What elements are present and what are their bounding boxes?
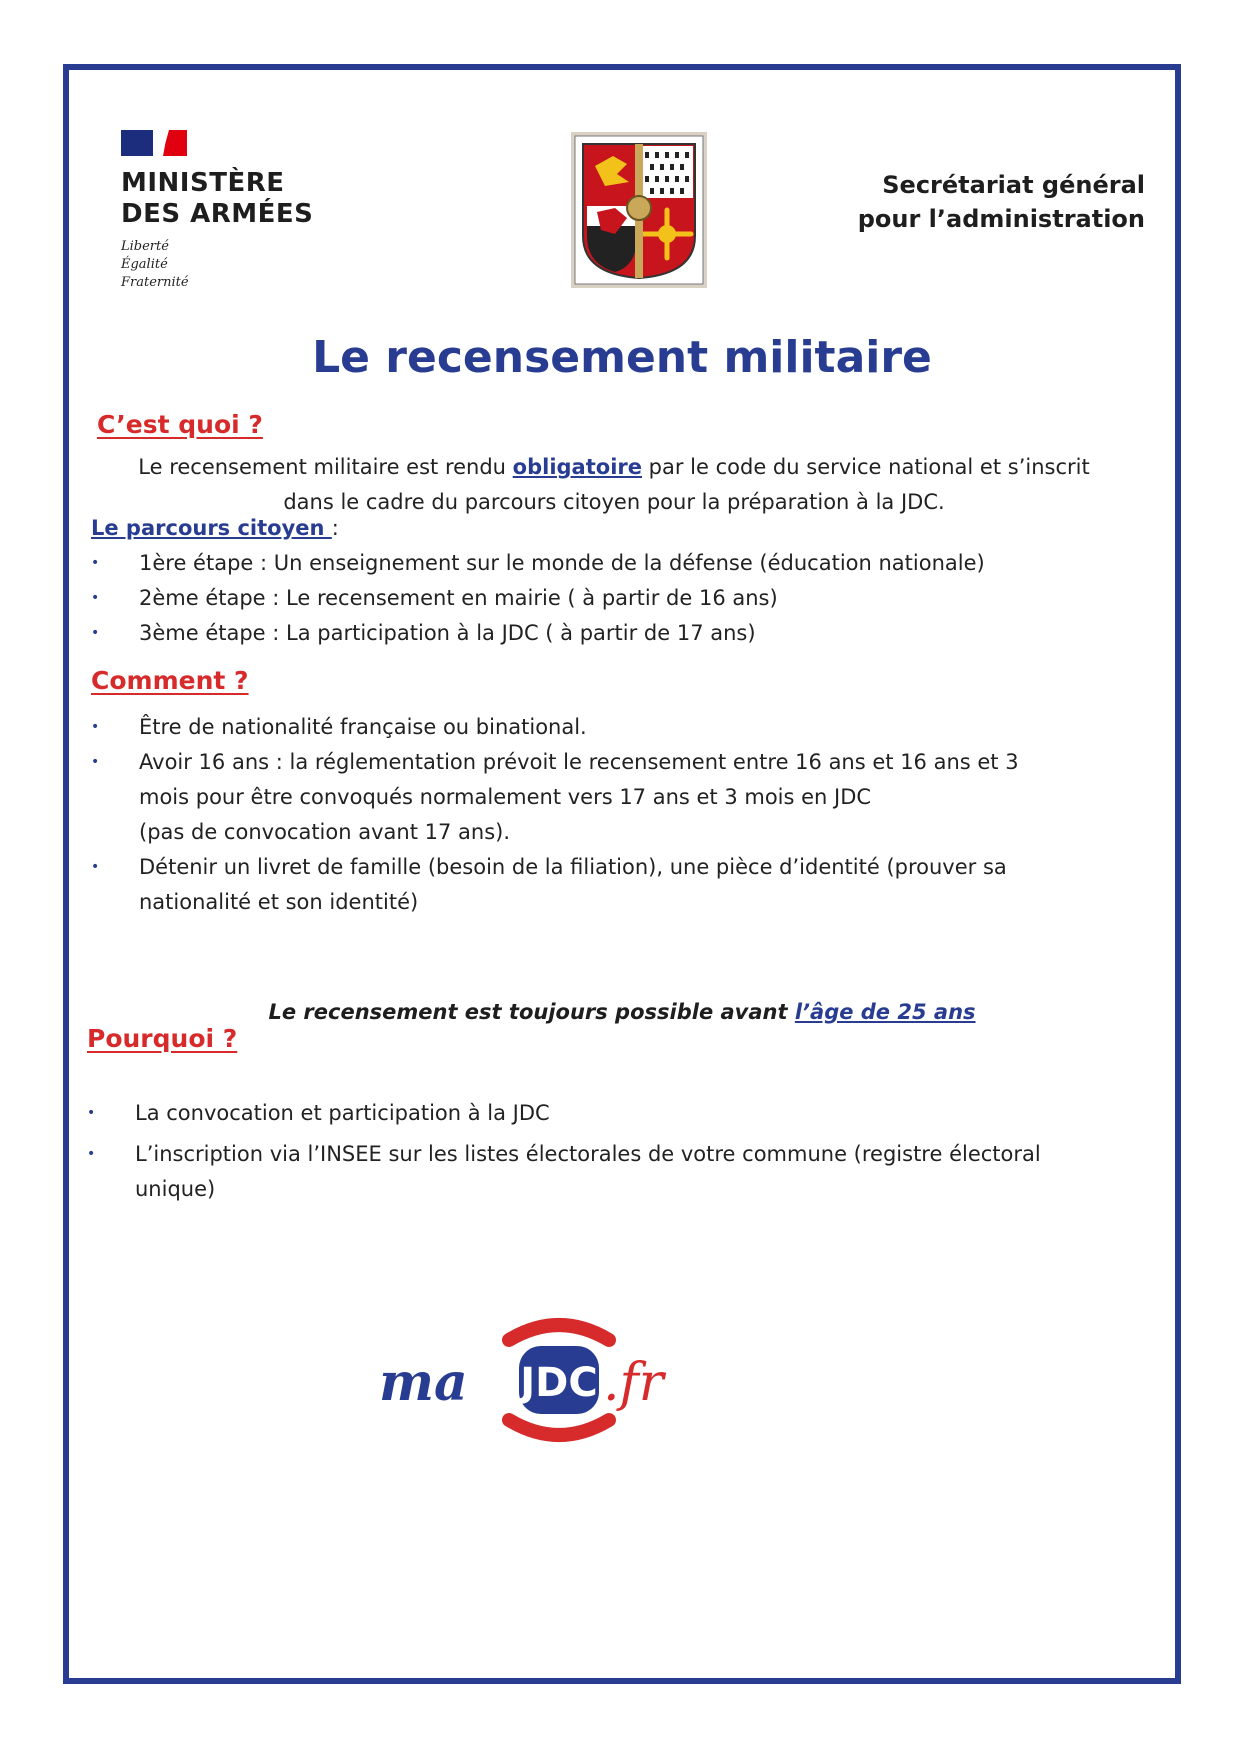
logo-fr-text: .fr	[603, 1353, 664, 1413]
steps-list	[89, 546, 1139, 651]
ministry-name: MINISTÈRE DES ARMÉES	[121, 168, 314, 229]
coat-of-arms-icon	[565, 126, 713, 294]
intro-paragraph: Le recensement militaire est rendu obligatoire par le code du service national et s’inscrit dans le cadre du parcours citoyen pour la préparation à la JDC.	[138, 455, 1090, 514]
list-item: • Détenir un livret de famille (besoin de la filiation), une pièce d’identité (prouver sa nationalité et son identité)	[89, 850, 1139, 920]
obligatoire-emphasis: obligatoire	[512, 455, 642, 479]
ministry-block	[121, 130, 313, 292]
page-title: Le recensement militaire	[312, 332, 932, 383]
bullet-icon: •	[91, 754, 100, 770]
pourquoi-list	[85, 1096, 1145, 1207]
bullet-icon: •	[91, 625, 100, 641]
bullet-icon: •	[91, 859, 100, 875]
bullet-icon: •	[91, 590, 100, 606]
logo-ma-text: ma	[379, 1352, 468, 1413]
bullet-icon: •	[91, 719, 100, 735]
section-heading-quoi: C’est quoi ?	[97, 410, 263, 439]
logo-jdc-text: JDC	[520, 1360, 598, 1406]
list-item: • L’inscription via l’INSEE sur les listes électorales de votre commune (registre électoral unique)	[85, 1137, 1145, 1207]
secretariat-label: Secrétariat général pour l’administration	[857, 171, 1145, 233]
list-item: • Être de nationalité française ou binational.	[89, 710, 1139, 745]
bullet-icon: •	[87, 1146, 96, 1162]
comment-list	[89, 710, 1139, 920]
age-limit-note: Le recensement est toujours possible avant l’âge de 25 ans	[268, 1000, 976, 1024]
document-frame	[63, 64, 1181, 1684]
bullet-icon: •	[87, 1105, 96, 1121]
majdc-logo-icon	[359, 1300, 739, 1460]
section-heading-comment: Comment ?	[91, 666, 249, 695]
list-item: • 2ème étape : Le recensement en mairie ( à partir de 16 ans)	[89, 581, 1139, 616]
republic-motto: Liberté Égalité Fraternité	[121, 239, 189, 290]
list-item: • Avoir 16 ans : la réglementation prévoit le recensement entre 16 ans et 16 ans et 3 mois pour être convoqués normalement vers 17 ans et 3 mois en JDC (pas de convocation avant 17 ans).	[89, 745, 1139, 850]
list-item: • 1ère étape : Un enseignement sur le monde de la défense (éducation nationale)	[89, 546, 1139, 581]
section-heading-pourquoi: Pourquoi ?	[87, 1024, 238, 1053]
list-item: • 3ème étape : La participation à la JDC ( à partir de 17 ans)	[89, 616, 1139, 651]
marianne-logo-icon	[121, 130, 187, 156]
list-item: • La convocation et participation à la JDC	[85, 1096, 1145, 1131]
parcours-subheading: Le parcours citoyen :	[91, 516, 339, 540]
bullet-icon: •	[91, 555, 100, 571]
